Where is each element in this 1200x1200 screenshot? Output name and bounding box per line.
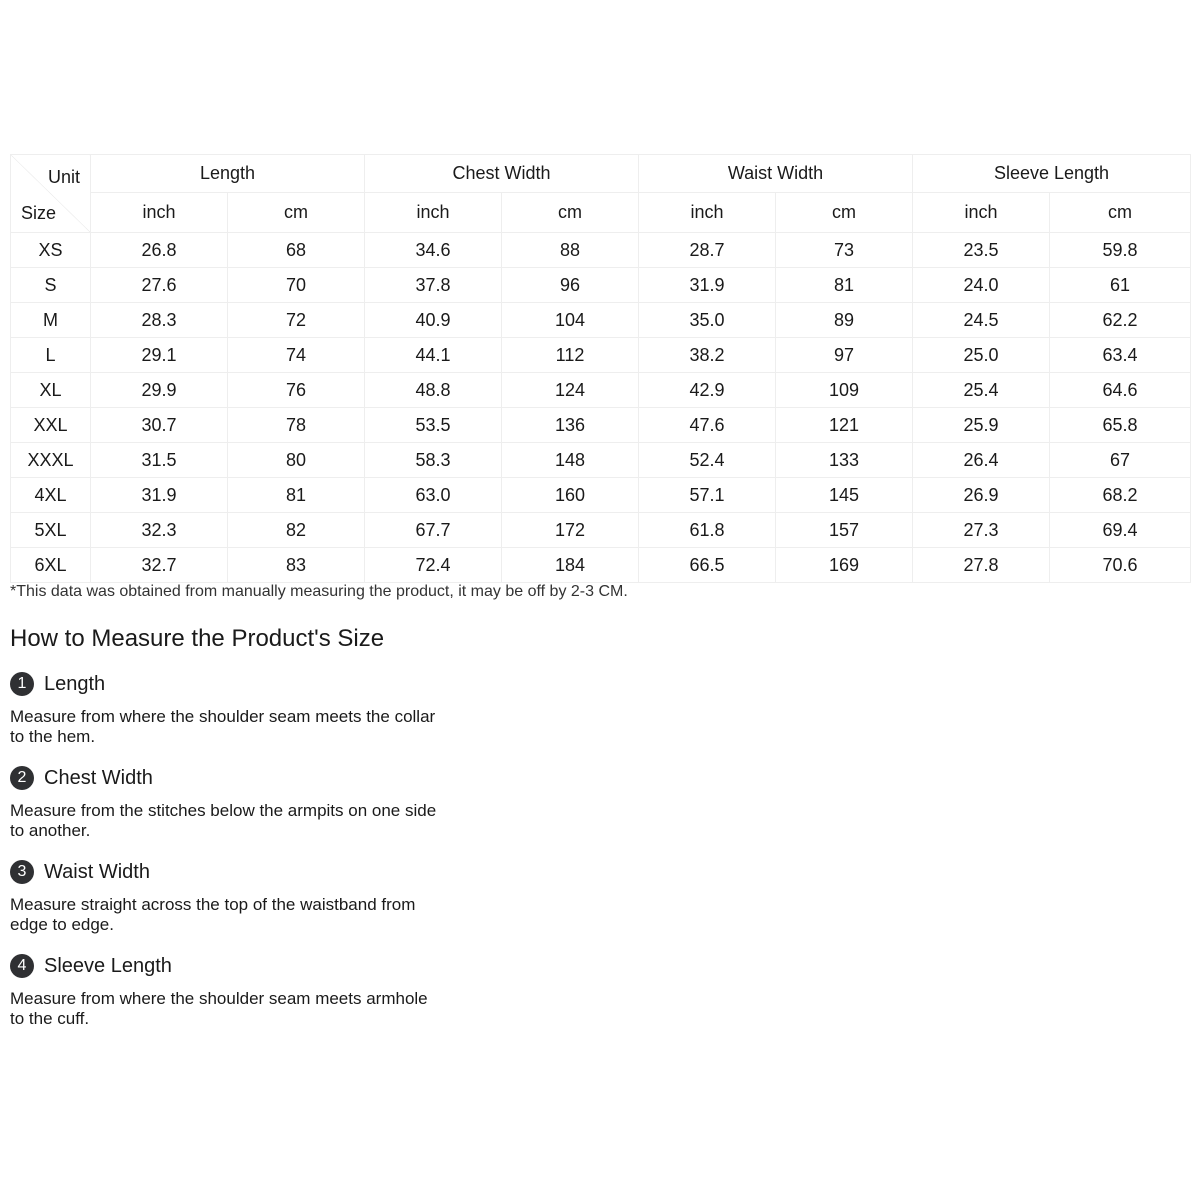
waist-inch-cell: 35.0 — [639, 303, 776, 338]
table-row — [11, 268, 1191, 303]
step-header — [10, 765, 440, 791]
waist-cm-cell: 157 — [776, 513, 913, 548]
step-title: Chest Width — [44, 766, 153, 789]
guide-step-chest-width — [10, 765, 440, 841]
unit-header-cell: cm — [228, 193, 365, 233]
sleeve-cm-cell: 65.8 — [1050, 408, 1191, 443]
waist-cm-cell: 81 — [776, 268, 913, 303]
size-cell: 4XL — [11, 478, 91, 513]
length-cm-cell: 82 — [228, 513, 365, 548]
unit-header-row — [11, 193, 1191, 233]
waist-inch-cell: 28.7 — [639, 233, 776, 268]
sleeve-inch-cell: 27.3 — [913, 513, 1050, 548]
unit-header-cell: inch — [639, 193, 776, 233]
length-cm-cell: 70 — [228, 268, 365, 303]
length-cm-cell: 78 — [228, 408, 365, 443]
waist-inch-cell: 61.8 — [639, 513, 776, 548]
unit-header-cell: inch — [365, 193, 502, 233]
size-cell: XS — [11, 233, 91, 268]
measure-guide — [10, 625, 440, 1047]
step-description: Measure from where the shoulder seam meets the collar to the hem. — [10, 707, 436, 746]
step-number-badge: 1 — [10, 672, 34, 696]
waist-inch-cell: 31.9 — [639, 268, 776, 303]
chest-inch-cell: 40.9 — [365, 303, 502, 338]
sleeve-inch-cell: 27.8 — [913, 548, 1050, 583]
step-number-badge: 2 — [10, 766, 34, 790]
length-inch-cell: 32.7 — [91, 548, 228, 583]
length-inch-cell: 28.3 — [91, 303, 228, 338]
chest-inch-cell: 44.1 — [365, 338, 502, 373]
sleeve-cm-cell: 61 — [1050, 268, 1191, 303]
chest-cm-cell: 88 — [502, 233, 639, 268]
length-cm-cell: 74 — [228, 338, 365, 373]
unit-label: Unit — [47, 167, 80, 187]
chest-cm-cell: 124 — [502, 373, 639, 408]
sleeve-cm-cell: 68.2 — [1050, 478, 1191, 513]
chest-inch-cell: 53.5 — [365, 408, 502, 443]
size-cell: 6XL — [11, 548, 91, 583]
waist-cm-cell: 133 — [776, 443, 913, 478]
length-inch-cell: 29.9 — [91, 373, 228, 408]
group-header-sleeve-length: Sleeve Length — [913, 155, 1191, 193]
sleeve-cm-cell: 59.8 — [1050, 233, 1191, 268]
size-chart-table — [10, 154, 1191, 583]
table-row — [11, 338, 1191, 373]
sleeve-inch-cell: 26.4 — [913, 443, 1050, 478]
sleeve-inch-cell: 25.0 — [913, 338, 1050, 373]
length-inch-cell: 32.3 — [91, 513, 228, 548]
length-cm-cell: 81 — [228, 478, 365, 513]
waist-cm-cell: 121 — [776, 408, 913, 443]
sleeve-inch-cell: 25.4 — [913, 373, 1050, 408]
waist-inch-cell: 38.2 — [639, 338, 776, 373]
sleeve-cm-cell: 69.4 — [1050, 513, 1191, 548]
step-header — [10, 859, 440, 885]
sleeve-inch-cell: 24.5 — [913, 303, 1050, 338]
measurement-note: *This data was obtained from manually measuring the product, it may be off by 2-3 CM. — [10, 583, 628, 600]
table-row — [11, 233, 1191, 268]
sleeve-cm-cell: 63.4 — [1050, 338, 1191, 373]
size-cell: XXL — [11, 408, 91, 443]
group-header-row — [11, 155, 1191, 193]
waist-inch-cell: 57.1 — [639, 478, 776, 513]
chest-inch-cell: 34.6 — [365, 233, 502, 268]
length-inch-cell: 26.8 — [91, 233, 228, 268]
chest-inch-cell: 63.0 — [365, 478, 502, 513]
size-cell: XL — [11, 373, 91, 408]
table-row — [11, 513, 1191, 548]
size-label: Size — [21, 203, 57, 223]
guide-step-sleeve-length — [10, 953, 440, 1029]
chest-inch-cell: 48.8 — [365, 373, 502, 408]
chest-inch-cell: 67.7 — [365, 513, 502, 548]
step-number-badge: 4 — [10, 954, 34, 978]
length-cm-cell: 76 — [228, 373, 365, 408]
step-title: Waist Width — [44, 860, 150, 883]
guide-title: How to Measure the Product's Size — [10, 625, 385, 652]
chest-cm-cell: 184 — [502, 548, 639, 583]
step-description: Measure from where the shoulder seam meets armhole to the cuff. — [10, 989, 428, 1028]
length-inch-cell: 31.9 — [91, 478, 228, 513]
size-cell: L — [11, 338, 91, 373]
sleeve-cm-cell: 70.6 — [1050, 548, 1191, 583]
chest-inch-cell: 58.3 — [365, 443, 502, 478]
chest-cm-cell: 136 — [502, 408, 639, 443]
chest-cm-cell: 172 — [502, 513, 639, 548]
size-cell: 5XL — [11, 513, 91, 548]
sleeve-inch-cell: 26.9 — [913, 478, 1050, 513]
waist-cm-cell: 145 — [776, 478, 913, 513]
waist-inch-cell: 52.4 — [639, 443, 776, 478]
group-header-chest-width: Chest Width — [365, 155, 639, 193]
waist-cm-cell: 169 — [776, 548, 913, 583]
length-inch-cell: 30.7 — [91, 408, 228, 443]
step-description: Measure from the stitches below the armpits on one side to another. — [10, 801, 437, 840]
chest-cm-cell: 148 — [502, 443, 639, 478]
sleeve-cm-cell: 64.6 — [1050, 373, 1191, 408]
chest-cm-cell: 112 — [502, 338, 639, 373]
chest-cm-cell: 96 — [502, 268, 639, 303]
group-header-length: Length — [91, 155, 365, 193]
step-title: Length — [44, 672, 106, 695]
length-inch-cell: 27.6 — [91, 268, 228, 303]
waist-inch-cell: 66.5 — [639, 548, 776, 583]
chest-inch-cell: 72.4 — [365, 548, 502, 583]
length-cm-cell: 80 — [228, 443, 365, 478]
table-row — [11, 443, 1191, 478]
guide-step-waist-width — [10, 859, 440, 935]
length-cm-cell: 83 — [228, 548, 365, 583]
waist-cm-cell: 73 — [776, 233, 913, 268]
length-inch-cell: 31.5 — [91, 443, 228, 478]
waist-cm-cell: 97 — [776, 338, 913, 373]
chest-cm-cell: 160 — [502, 478, 639, 513]
table-row — [11, 548, 1191, 583]
unit-header-cell: inch — [913, 193, 1050, 233]
chest-cm-cell: 104 — [502, 303, 639, 338]
sleeve-cm-cell: 67 — [1050, 443, 1191, 478]
length-cm-cell: 68 — [228, 233, 365, 268]
sleeve-inch-cell: 24.0 — [913, 268, 1050, 303]
guide-step-length — [10, 671, 440, 747]
unit-header-cell: cm — [776, 193, 913, 233]
size-cell: M — [11, 303, 91, 338]
step-number-badge: 3 — [10, 860, 34, 884]
table-row — [11, 408, 1191, 443]
unit-header-cell: cm — [1050, 193, 1191, 233]
unit-size-corner-cell — [11, 155, 91, 233]
size-cell: XXXL — [11, 443, 91, 478]
length-inch-cell: 29.1 — [91, 338, 228, 373]
step-description: Measure straight across the top of the waistband from edge to edge. — [10, 895, 416, 934]
table-row — [11, 303, 1191, 338]
step-header — [10, 953, 440, 979]
group-header-waist-width: Waist Width — [639, 155, 913, 193]
step-title: Sleeve Length — [44, 954, 172, 977]
sleeve-inch-cell: 25.9 — [913, 408, 1050, 443]
unit-header-cell: inch — [91, 193, 228, 233]
waist-cm-cell: 109 — [776, 373, 913, 408]
chest-inch-cell: 37.8 — [365, 268, 502, 303]
length-cm-cell: 72 — [228, 303, 365, 338]
waist-inch-cell: 47.6 — [639, 408, 776, 443]
size-cell: S — [11, 268, 91, 303]
step-header — [10, 671, 440, 697]
waist-cm-cell: 89 — [776, 303, 913, 338]
unit-header-cell: cm — [502, 193, 639, 233]
table-row — [11, 373, 1191, 408]
sleeve-inch-cell: 23.5 — [913, 233, 1050, 268]
sleeve-cm-cell: 62.2 — [1050, 303, 1191, 338]
table-row — [11, 478, 1191, 513]
waist-inch-cell: 42.9 — [639, 373, 776, 408]
